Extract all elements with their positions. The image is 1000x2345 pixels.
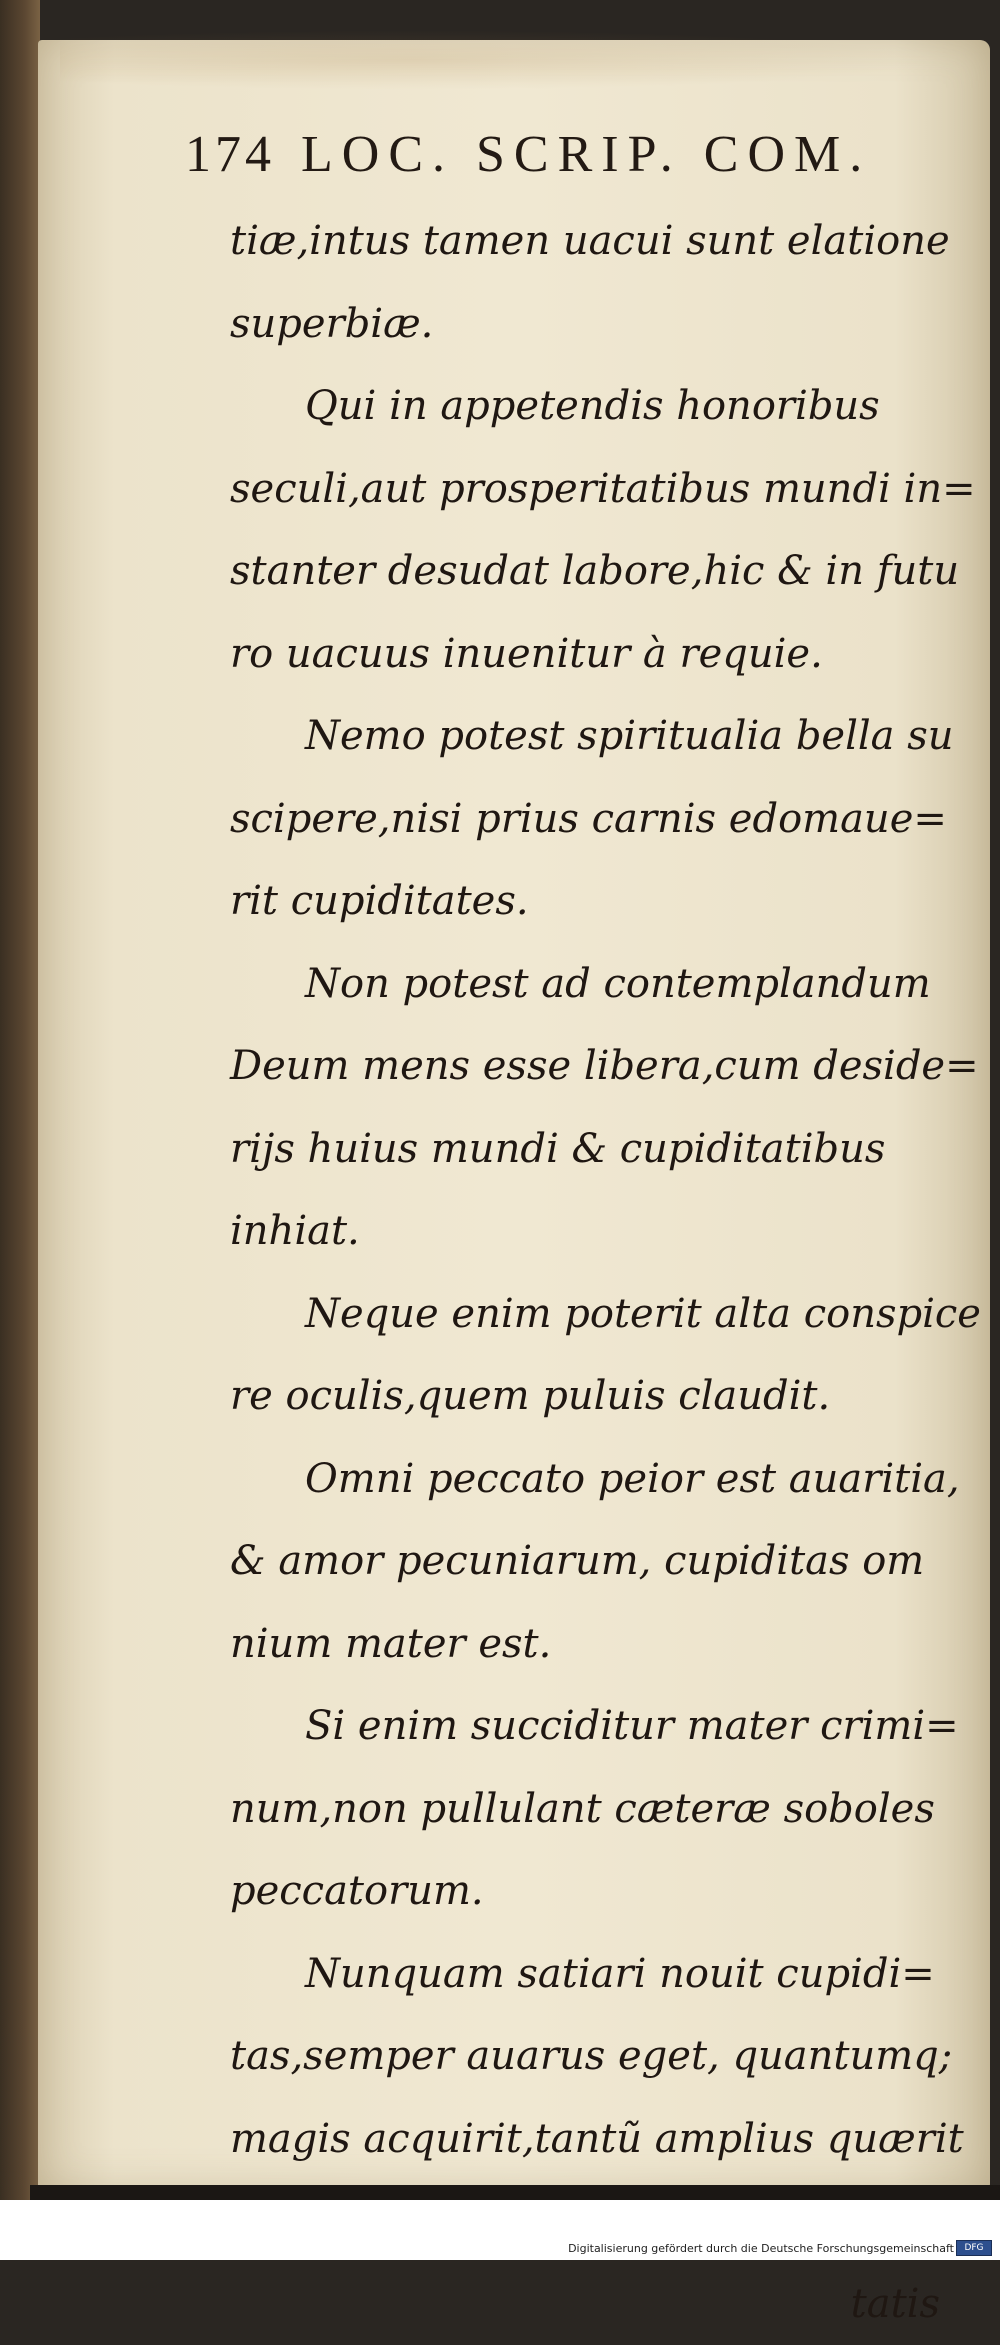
text-line: seculi,aut prosperitatibus mundi in= [230,448,960,531]
page-bottom-shadow [30,2185,1000,2200]
text-line: num,non pullulant cæteræ soboles [230,1768,960,1851]
text-line: re oculis,quem puluis claudit. [230,1355,960,1438]
text-line: inhiat. [230,1190,960,1273]
text-line: stanter desudat labore,hic & in futu [230,530,960,613]
catchword: tatis [230,2263,960,2345]
text-line: Nemo potest spiritualia bella su [230,695,960,778]
text-line: tas,semper auarus eget, quantumq; [230,2015,960,2098]
running-title: LOC. SCRIP. COM. [301,126,871,183]
page-stain [60,30,940,90]
text-line: nium mater est. [230,1603,960,1686]
text-line: rit cupiditates. [230,860,960,943]
book-spine [0,0,40,2260]
text-line: Non potest ad contemplandum [230,943,960,1026]
text-line: Neque enim poterit alta conspice [230,1273,960,1356]
text-line: & amor pecuniarum, cupiditas om [230,1520,960,1603]
text-line: Omni peccato peior est auaritia, [230,1438,960,1521]
text-line: peccatorum. [230,1850,960,1933]
page-number: 174 [185,126,275,183]
text-line: rijs huius mundi & cupiditatibus [230,1108,960,1191]
text-line: ro uacuus inuenitur à requie. [230,613,960,696]
text-line: Si enim succiditur mater crimi= [230,1685,960,1768]
text-line: Qui in appetendis honoribus [230,365,960,448]
digitization-credit: Digitalisierung gefördert durch die Deutsche Forschungsgemeinschaft [568,2242,954,2255]
running-header [185,125,871,184]
text-line: tiæ,intus tamen uacui sunt elatione [230,200,960,283]
text-line: scipere,nisi prius carnis edomaue= [230,778,960,861]
text-line: superbiæ. [230,283,960,366]
text-line: Nunquam satiari nouit cupidi= [230,1933,960,2016]
page-body [230,200,960,2345]
dfg-logo: DFG [956,2240,992,2256]
text-line: Deum mens esse libera,cum deside= [230,1025,960,1108]
text-line: magis acquirit,tantũ amplius quærit [230,2098,960,2181]
